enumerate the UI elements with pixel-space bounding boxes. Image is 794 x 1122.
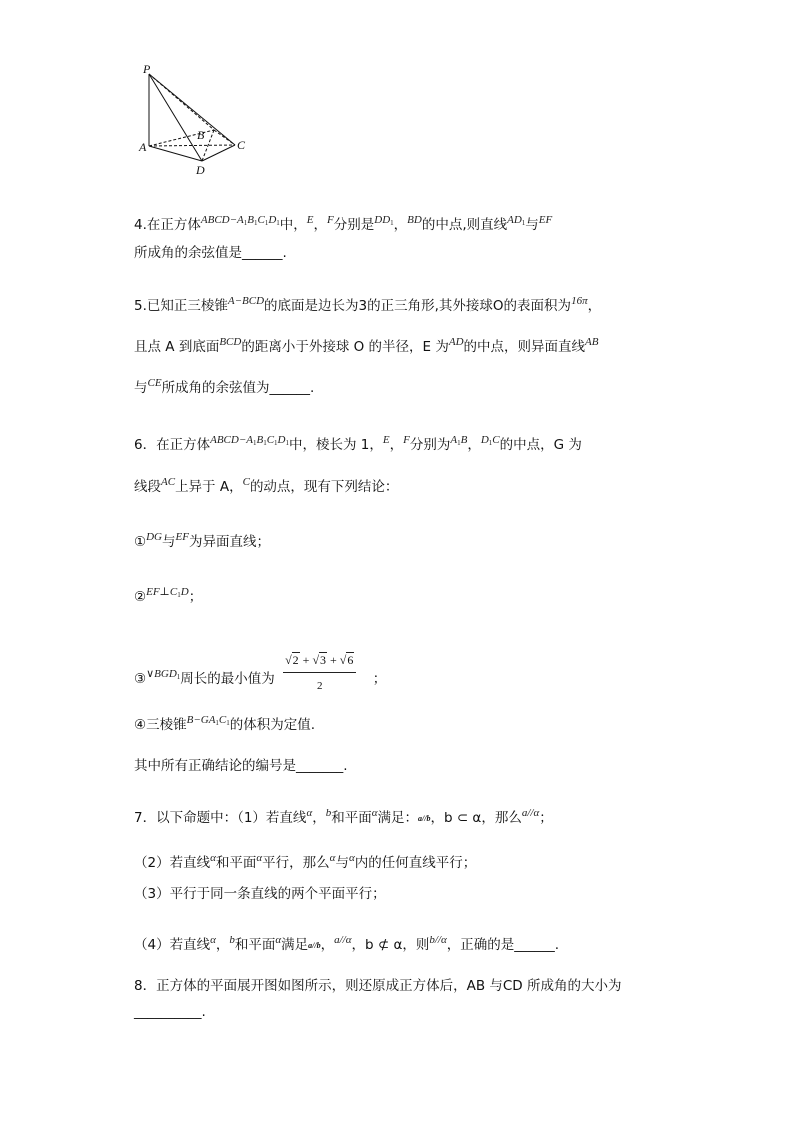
q8-line-1: 8．正方体的平面展开图如图所示，则还原成正方体后，AB 与CD 所成角的大小为 xyxy=(134,978,622,994)
q5-line-3: 与$^{CE}$所成角的余弦值为______. xyxy=(134,377,315,396)
q6-line-1: 6．在正方体$^{ABCD-A_1B_1C_1D_1}$中，棱长为 1，$^E$，$^F$分别为$^{A_1B}$，$^{D_1C}$的中点，G 为 xyxy=(134,434,582,453)
label-d: D xyxy=(196,163,205,177)
q8-line-2: __________. xyxy=(134,1004,206,1020)
min-perimeter-fraction: $\frac{√2 + √3 + √6}{2}$ xyxy=(283,650,356,696)
label-p: P xyxy=(143,62,151,76)
pyramid-figure xyxy=(136,60,256,180)
q6-conclusion-3: ③$^{\vee BGD_1}$周长的最小值为 $\frac{√2 + √3 + √6}{2}$ ； xyxy=(134,656,386,702)
q6-conclusion-2: ②$^{EF\perp C_1D}$； xyxy=(134,586,203,605)
q4-line-1: 4.在正方体$^{ABCD-A_1B_1C_1D_1}$中，$^E$，$^F$分别是$^{DD_1}$，$^{BD}$的中点,则直线$^{AD_1}$与$^{EF}$ xyxy=(134,214,553,233)
q6-conclusion-4: ④三棱锥$^{B-GA_1C_1}$的体积为定值. xyxy=(134,714,316,733)
q7-line-1: 7．以下命题中：（1）若直线$^\alpha$，$^b$和平面$^\alpha$满足：a//b，b ⊂ α，那么$^{a//\alpha}$； xyxy=(134,807,553,826)
q6-question: 其中所有正确结论的编号是_______. xyxy=(134,758,348,774)
label-b: B xyxy=(197,128,205,142)
q6-line-2: 线段$^{AC}$上异于 A，$^C$的动点，现有下列结论： xyxy=(134,476,399,495)
q7-line-4: （4）若直线$^\alpha$，$^b$和平面$^\alpha$满足a//b，$^{a//\alpha}$，b ⊄ α，则$^{b//\alpha}$，正确的是______. xyxy=(134,934,560,953)
label-a: A xyxy=(139,140,147,154)
label-c: C xyxy=(237,138,246,152)
q7-line-3: （3）平行于同一条直线的两个平面平行； xyxy=(134,886,386,902)
q7-line-2: （2）若直线$^\alpha$和平面$^\alpha$平行，那么$^\alpha$与$^\alpha$内的任何直线平行； xyxy=(134,852,477,871)
q6-conclusion-1: ①$^{DG}$与$^{EF}$为异面直线； xyxy=(134,531,270,550)
q5-line-1: 5.已知正三棱锥$^{A-BCD}$的底面是边长为3的正三角形,其外接球O的表面积为$^{16\pi}$， xyxy=(134,295,602,314)
q4-line-2: 所成角的余弦值是______. xyxy=(134,245,287,261)
q5-line-2: 且点 A 到底面$^{BCD}$的距离小于外接球 O 的半径，E 为$^{AD}$的中点，则异面直线$^{AB}$ xyxy=(134,336,599,355)
